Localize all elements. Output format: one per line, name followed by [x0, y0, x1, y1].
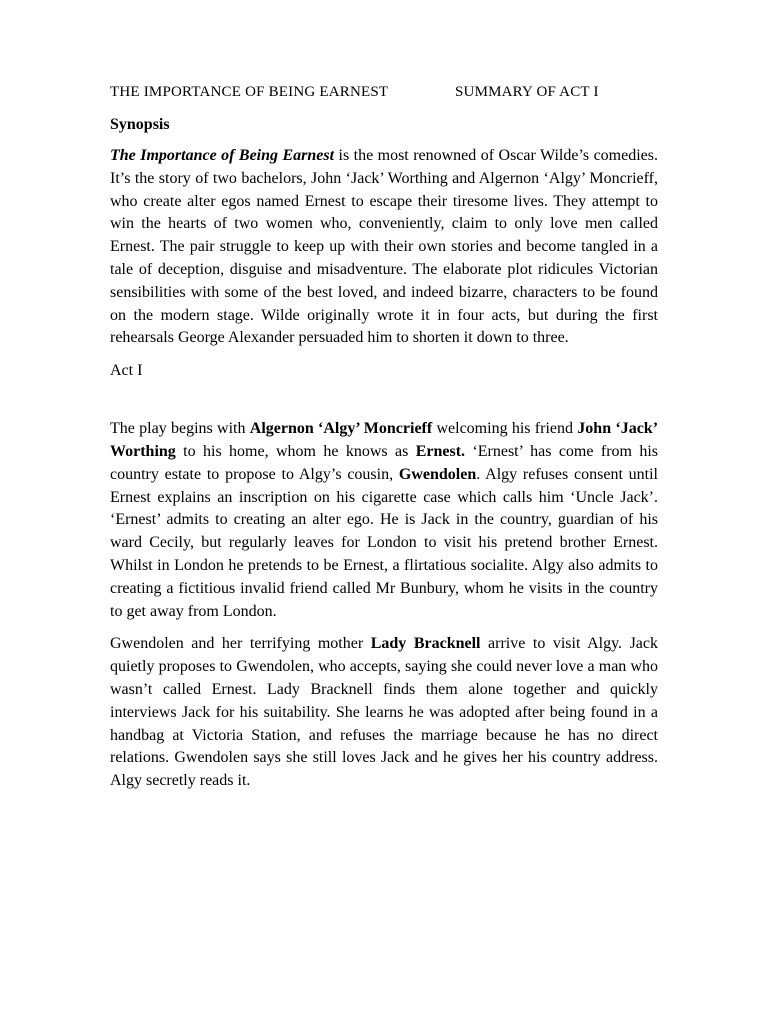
- play-title: The Importance of Being Earnest: [110, 147, 335, 164]
- text-run: The play begins with: [110, 420, 250, 438]
- document-header: [110, 84, 658, 104]
- text-run: . Algy refuses consent until Ernest explains an inscription on his cigarette case which calls him ‘Uncle Jack’. ‘Ernest’ admits to creating an alter ego. He is Jack in the country, guardian of his ward Cecily, but regularly leaves for London to visit his pretend brother Ernest. Whilst in London he pretends to be Ernest, a flirtatious socialite. Algy also admits to creating a fictitious invalid friend called Mr Bunbury, whom he visits in the country to get away from London.: [110, 465, 659, 620]
- text-run: to his home, whom he knows as: [175, 442, 416, 460]
- bold-name: Ernest.: [415, 442, 466, 460]
- text-run: arrive to visit Algy. Jack quietly proposes to Gwendolen, who accepts, saying she could never love a man who wasn’t called Ernest. Lady Bracknell finds them alone together and quickly interviews Jack for his suitability. She learns he was adopted after being found in a handbag at Victoria Station, and refuses the marriage because he has no direct relations. Gwendolen says she still loves Jack and he gives her his country address. Algy secretly reads it.: [110, 635, 659, 790]
- text-run: welcoming his friend: [432, 420, 578, 438]
- text-run: Gwendolen and her terrifying mother: [110, 635, 371, 653]
- synopsis-paragraph: [110, 145, 658, 350]
- act-heading: Act I: [110, 362, 143, 380]
- bold-name: Lady Bracknell: [370, 635, 481, 653]
- bold-name: Algernon ‘Algy’ Moncrieff: [249, 420, 433, 438]
- text-run: ‘Ernest’ has come from his country estate to propose to Algy’s cousin,: [110, 442, 659, 483]
- act1-paragraph-2: [110, 633, 658, 793]
- header-subtitle: SUMMARY OF ACT I: [455, 84, 599, 100]
- synopsis-text: is the most renowned of Oscar Wilde’s comedies. It’s the story of two bachelors, John ‘Jack’ Worthing and Algernon ‘Algy’ Moncrieff, who create alter egos named Ernest to escape their tiresome lives. They attempt to win the hearts of two women who, conveniently, claim to only love men called Ernest. The pair struggle to keep up with their own stories and become tangled in a tale of deception, disguise and misadventure. The elaborate plot ridicules Victorian sensibilities with some of the best loved, and indeed bizarre, characters to be found on the modern stage. Wilde originally wrote it in four acts, but during the first rehearsals George Alexander persuaded him to shorten it down to three.: [110, 147, 658, 347]
- document-page: [110, 84, 658, 793]
- bold-name: Gwendolen: [398, 465, 477, 483]
- bold-name: John ‘Jack’ Worthing: [110, 420, 659, 460]
- synopsis-heading: Synopsis: [110, 116, 170, 133]
- act1-paragraph-1: [110, 418, 658, 623]
- header-title: THE IMPORTANCE OF BEING EARNEST: [110, 84, 389, 100]
